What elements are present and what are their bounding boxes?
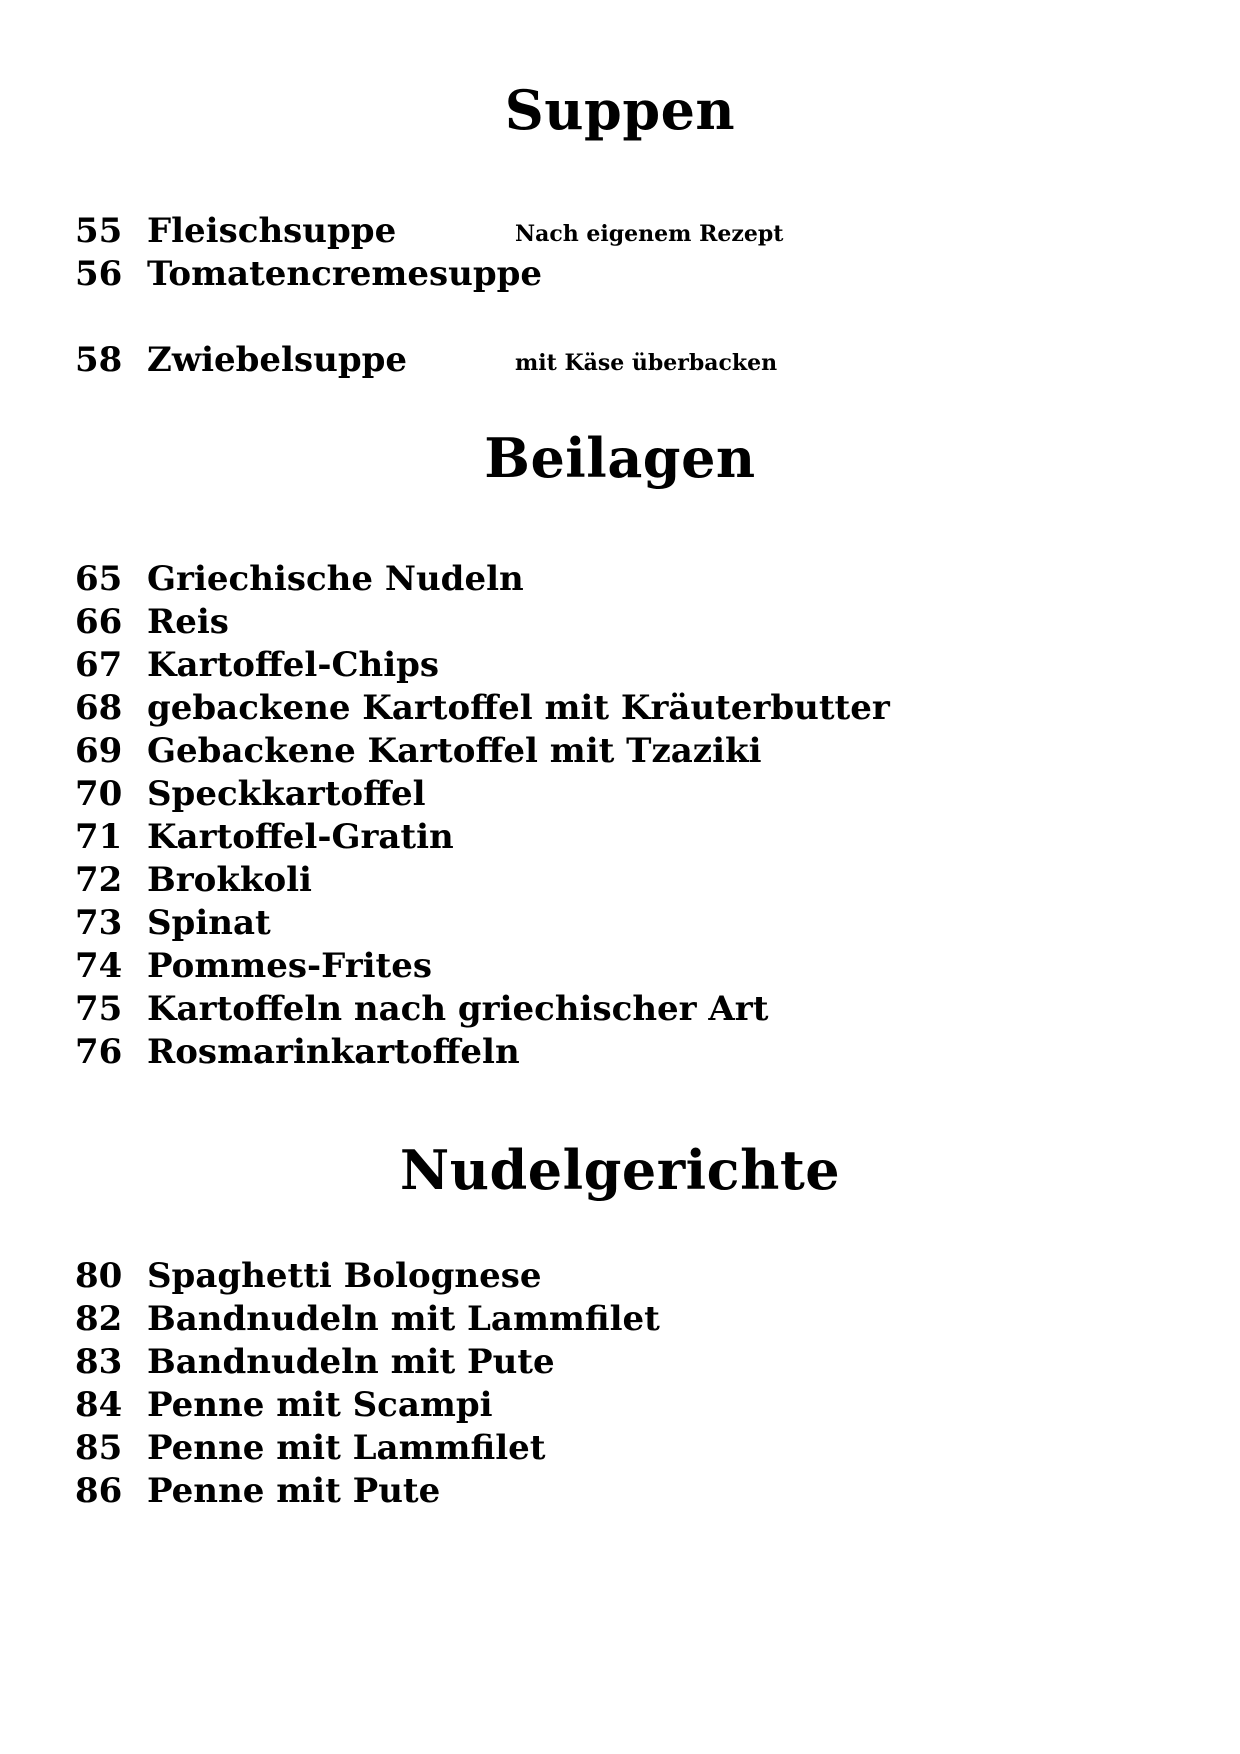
item-note: mit Käse überbacken — [515, 350, 778, 376]
item-name: Kartoffeln nach griechischer Art — [147, 989, 769, 1029]
item-name: Gebackene Kartoffel mit Tzaziki — [147, 731, 762, 771]
item-name: Fleischsuppe — [147, 211, 397, 251]
menu-item — [75, 558, 890, 601]
item-number: 55 — [75, 211, 123, 251]
section-title-beilagen: Beilagen — [484, 426, 756, 490]
menu-list-suppen — [75, 210, 784, 382]
menu-item — [75, 1427, 660, 1470]
menu-item — [75, 902, 890, 945]
item-note: Nach eigenem Rezept — [515, 221, 784, 247]
item-name: Reis — [147, 602, 229, 642]
menu-item — [75, 816, 890, 859]
menu-item — [75, 253, 542, 339]
item-number: 66 — [75, 602, 123, 642]
item-name: Bandnudeln mit Lammfilet — [147, 1299, 660, 1339]
item-name: Spinat — [147, 903, 271, 943]
item-number: 73 — [75, 903, 123, 943]
menu-item — [75, 1341, 660, 1384]
menu-item — [75, 210, 784, 253]
item-number: 84 — [75, 1385, 123, 1425]
item-name: Speckkartoffel — [147, 774, 426, 814]
item-number: 69 — [75, 731, 123, 771]
item-number: 71 — [75, 817, 123, 857]
item-number: 58 — [75, 340, 123, 380]
item-number: 86 — [75, 1471, 123, 1511]
item-number: 56 — [75, 254, 123, 294]
item-name: Penne mit Pute — [147, 1471, 441, 1511]
item-name: Brokkoli — [147, 860, 312, 900]
item-number: 76 — [75, 1032, 123, 1072]
section-title-suppen: Suppen — [504, 78, 736, 142]
item-number: 80 — [75, 1256, 123, 1296]
menu-item — [75, 1031, 890, 1074]
menu-item — [75, 1384, 660, 1427]
item-name: Bandnudeln mit Pute — [147, 1342, 555, 1382]
item-name: Zwiebelsuppe — [147, 340, 407, 380]
item-number: 82 — [75, 1299, 123, 1339]
item-name: Griechische Nudeln — [147, 559, 524, 599]
menu-item — [75, 859, 890, 902]
item-name: Rosmarinkartoffeln — [147, 1032, 520, 1072]
item-number: 85 — [75, 1428, 123, 1468]
menu-item — [75, 687, 890, 730]
item-number: 67 — [75, 645, 123, 685]
menu-item — [75, 773, 890, 816]
menu-item — [75, 1298, 660, 1341]
item-name: Pommes-Frites — [147, 946, 433, 986]
item-number: 75 — [75, 989, 123, 1029]
item-number: 74 — [75, 946, 123, 986]
item-number: 72 — [75, 860, 123, 900]
menu-item — [75, 1470, 660, 1513]
menu-item — [75, 1255, 660, 1298]
item-number: 83 — [75, 1342, 123, 1382]
item-name: Spaghetti Bolognese — [147, 1256, 542, 1296]
menu-item — [75, 988, 890, 1031]
item-name: Kartoffel-Gratin — [147, 817, 454, 857]
item-name: gebackene Kartoffel mit Kräuterbutter — [147, 688, 890, 728]
item-number: 68 — [75, 688, 123, 728]
menu-item — [75, 644, 890, 687]
section-title-nudelgerichte: Nudelgerichte — [399, 1138, 841, 1202]
menu-item — [75, 601, 890, 644]
item-name: Penne mit Scampi — [147, 1385, 493, 1425]
menu-item — [75, 339, 778, 382]
item-name: Kartoffel-Chips — [147, 645, 440, 685]
item-name: Tomatencremesuppe — [147, 254, 543, 294]
menu-item — [75, 730, 890, 773]
item-number: 70 — [75, 774, 123, 814]
menu-list-beilagen — [75, 558, 890, 1074]
item-name: Penne mit Lammfilet — [147, 1428, 546, 1468]
menu-item — [75, 945, 890, 988]
menu-list-nudelgerichte — [75, 1255, 660, 1513]
item-number: 65 — [75, 559, 123, 599]
